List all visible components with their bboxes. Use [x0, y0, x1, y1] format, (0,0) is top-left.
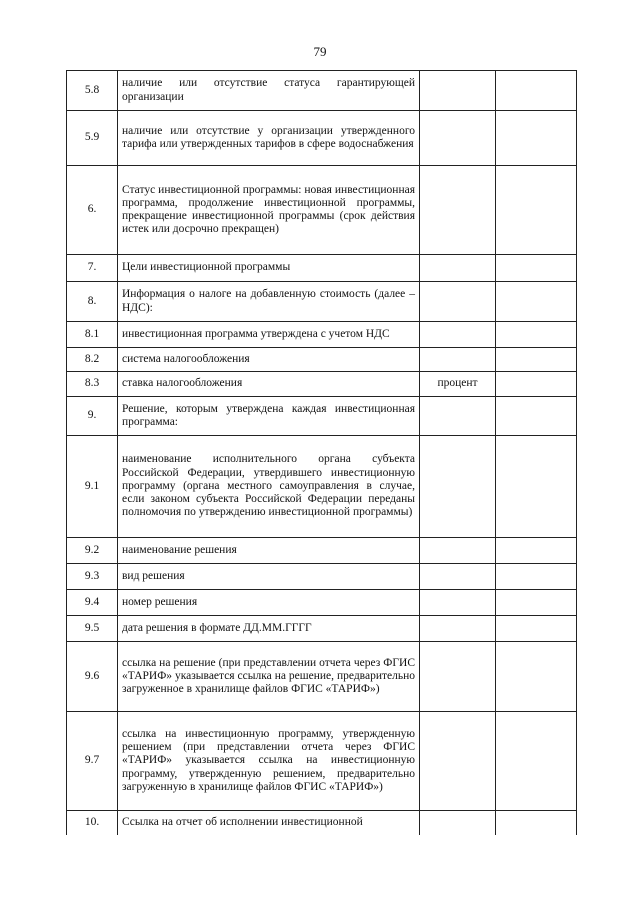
table-row — [67, 642, 577, 712]
row-unit — [420, 712, 496, 811]
row-number: 9.1 — [67, 436, 118, 538]
row-description: ставка налогообложения — [118, 372, 420, 397]
row-description: Информация о налоге на добавленную стоимость (далее – НДС): — [118, 282, 420, 322]
row-unit — [420, 436, 496, 538]
table-row — [67, 811, 577, 835]
row-value — [496, 397, 577, 436]
row-unit: процент — [420, 372, 496, 397]
row-unit — [420, 282, 496, 322]
row-unit — [420, 564, 496, 590]
row-description: наличие или отсутствие статуса гарантирующей организации — [118, 71, 420, 111]
row-unit — [420, 348, 496, 372]
row-unit — [420, 71, 496, 111]
row-value — [496, 712, 577, 811]
table-row — [67, 166, 577, 255]
row-value — [496, 372, 577, 397]
row-number: 5.9 — [67, 111, 118, 166]
row-number: 9. — [67, 397, 118, 436]
row-value — [496, 71, 577, 111]
row-number: 6. — [67, 166, 118, 255]
row-unit — [420, 255, 496, 282]
table-row — [67, 616, 577, 642]
row-number: 10. — [67, 811, 118, 835]
row-unit — [420, 616, 496, 642]
table-row — [67, 397, 577, 436]
row-unit — [420, 166, 496, 255]
row-description: наименование решения — [118, 538, 420, 564]
table-row — [67, 348, 577, 372]
row-description: ссылка на решение (при представлении отчета через ФГИС «ТАРИФ» указывается ссылка на решение, предварительно загруженное в хранилище файлов ФГИС «ТАРИФ») — [118, 642, 420, 712]
row-value — [496, 616, 577, 642]
table-row — [67, 282, 577, 322]
row-description: Цели инвестиционной программы — [118, 255, 420, 282]
row-description: наименование исполнительного органа субъекта Российской Федерации, утвердившего инвестиционную программу (органа местного самоуправления в случае, если законом субъекта Российской Федерации переданы полномочия по утверждению инвестиционной программы) — [118, 436, 420, 538]
row-value — [496, 590, 577, 616]
row-number: 9.4 — [67, 590, 118, 616]
row-number: 8.3 — [67, 372, 118, 397]
row-description: наличие или отсутствие у организации утвержденного тарифа или утвержденных тарифов в сфере водоснабжения — [118, 111, 420, 166]
row-value — [496, 282, 577, 322]
row-number: 9.2 — [67, 538, 118, 564]
row-description: Решение, которым утверждена каждая инвестиционная программа: — [118, 397, 420, 436]
row-description: система налогообложения — [118, 348, 420, 372]
table-row — [67, 111, 577, 166]
table-row — [67, 255, 577, 282]
row-value — [496, 436, 577, 538]
row-unit — [420, 642, 496, 712]
row-description: Ссылка на отчет об исполнении инвестиционной — [118, 811, 420, 835]
table-row — [67, 564, 577, 590]
row-value — [496, 642, 577, 712]
row-value — [496, 255, 577, 282]
row-unit — [420, 811, 496, 835]
row-number: 9.3 — [67, 564, 118, 590]
table-body — [67, 71, 577, 835]
table-row — [67, 712, 577, 811]
row-number: 8.1 — [67, 322, 118, 348]
row-description: номер решения — [118, 590, 420, 616]
row-value — [496, 811, 577, 835]
row-value — [496, 322, 577, 348]
row-description: ссылка на инвестиционную программу, утвержденную решением (при представлении отчета через ФГИС «ТАРИФ» указывается ссылка на инвестиционную программу, утвержденную решением, предварительно загруженную в хранилище файлов ФГИС «ТАРИФ») — [118, 712, 420, 811]
row-value — [496, 166, 577, 255]
table-row — [67, 322, 577, 348]
row-description: инвестиционная программа утверждена с учетом НДС — [118, 322, 420, 348]
table-row — [67, 71, 577, 111]
row-number: 8.2 — [67, 348, 118, 372]
page-number: 79 — [313, 44, 327, 59]
row-value — [496, 538, 577, 564]
row-description: дата решения в формате ДД.ММ.ГГГГ — [118, 616, 420, 642]
table-row — [67, 538, 577, 564]
table-row — [67, 436, 577, 538]
table-row — [67, 372, 577, 397]
report-table — [66, 70, 577, 835]
row-unit — [420, 111, 496, 166]
row-value — [496, 348, 577, 372]
row-number: 7. — [67, 255, 118, 282]
row-unit — [420, 322, 496, 348]
row-unit — [420, 538, 496, 564]
row-number: 9.5 — [67, 616, 118, 642]
row-number: 5.8 — [67, 71, 118, 111]
row-description: Статус инвестиционной программы: новая инвестиционная программа, продолжение инвестиционной программы, прекращение инвестиционной программы (срок действия истек или досрочно прекращен) — [118, 166, 420, 255]
row-description: вид решения — [118, 564, 420, 590]
row-number: 9.6 — [67, 642, 118, 712]
row-value — [496, 111, 577, 166]
row-unit — [420, 397, 496, 436]
row-value — [496, 564, 577, 590]
row-number: 8. — [67, 282, 118, 322]
row-unit — [420, 590, 496, 616]
row-number: 9.7 — [67, 712, 118, 811]
table-row — [67, 590, 577, 616]
